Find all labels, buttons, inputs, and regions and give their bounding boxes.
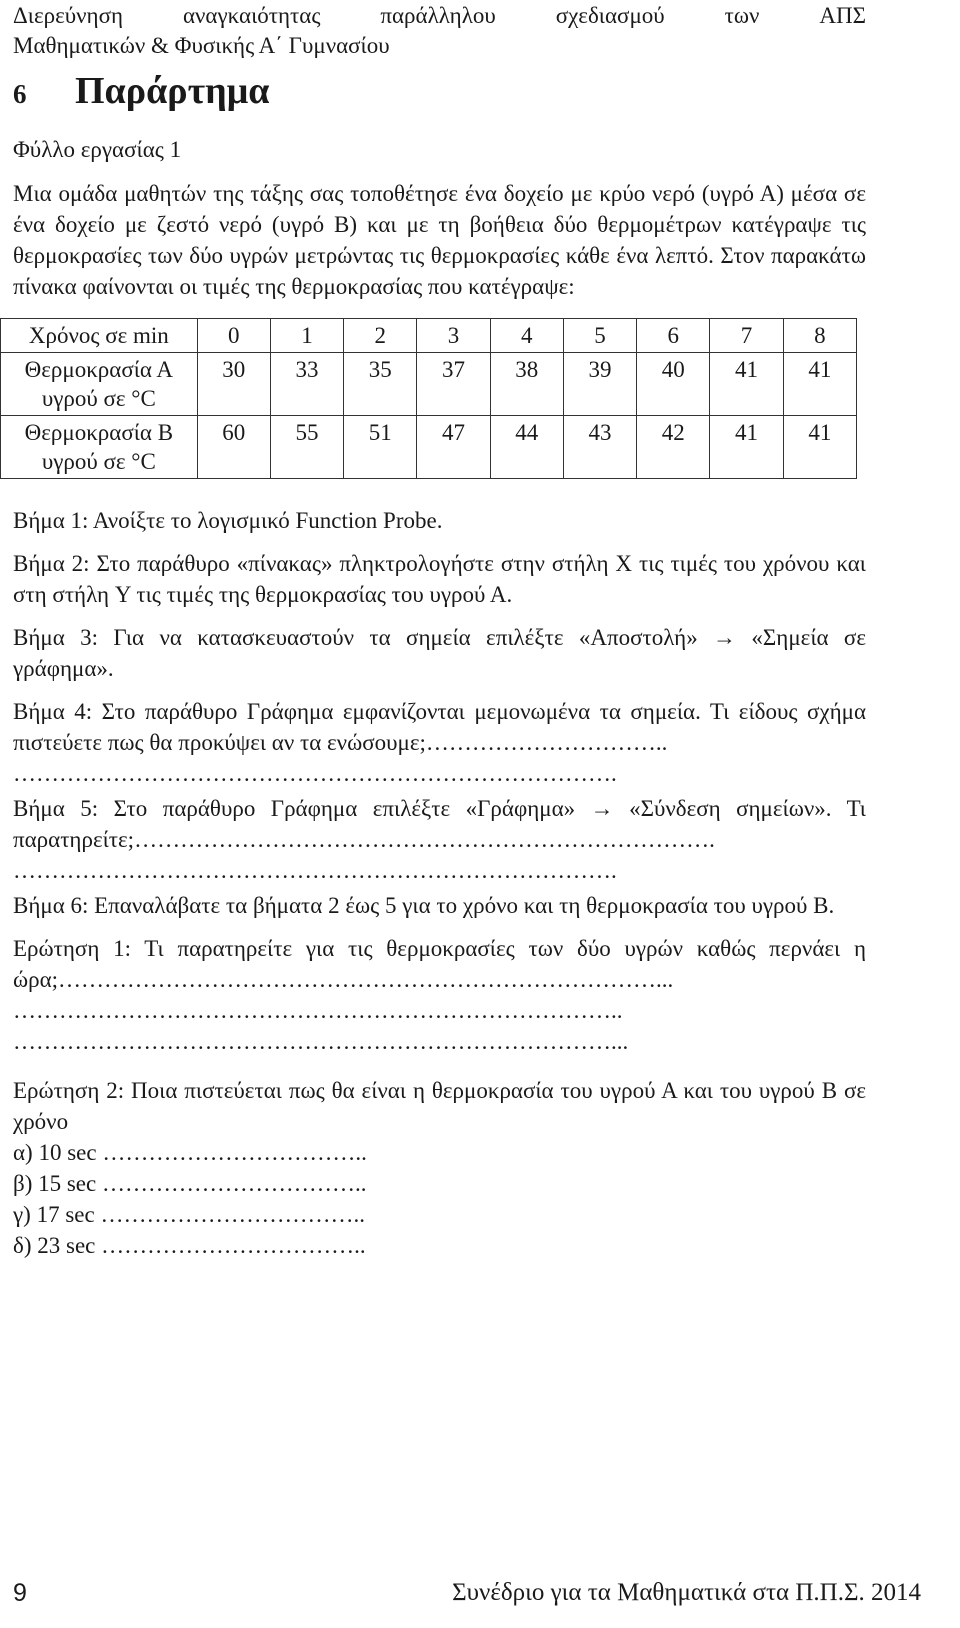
step-3: Βήμα 3: Για να κατασκευαστούν τα σημεία επιλέξτε «Αποστολή» → «Σημεία σε γράφημα».	[13, 625, 866, 681]
table-cell: 35	[344, 353, 417, 416]
header-word: σχεδιασμού	[555, 3, 665, 28]
section-number: 6	[13, 79, 27, 109]
table-cell: 41	[783, 353, 856, 416]
worksheet-title: Φύλλο εργασίας 1	[13, 137, 182, 162]
table-cell: 41	[710, 353, 783, 416]
row-label: Θερμοκρασία Α υγρού σε °C	[1, 353, 198, 416]
row-label: Χρόνος σε min	[1, 319, 198, 353]
table-row	[1, 353, 857, 416]
intro-paragraph: Μια ομάδα μαθητών της τάξης σας τοποθέτησε ένα δοχείο με κρύο νερό (υγρό Α) μέσα σε ένα δοχείο με ζεστό νερό (υγρό Β) και με τη βοήθεια δύο θερμομέτρων κατέγραψε τις θερμοκρασίες των δύο υγρών μετρώντας τις θερμοκρασίες κάθε ένα λεπτό. Στον παρακάτω πίνακα φαίνονται οι τιμές της θερμοκρασίας που κατέγραψε:	[13, 181, 866, 299]
header-word: Διερεύνηση	[13, 3, 124, 28]
header-word: αναγκαιότητας	[182, 3, 321, 28]
table-cell: 33	[270, 353, 343, 416]
running-header	[13, 0, 866, 61]
table-cell: 40	[637, 353, 710, 416]
row-label: Θερμοκρασία Β υγρού σε °C	[1, 416, 198, 479]
table-cell: 55	[270, 416, 343, 479]
table-cell: 47	[417, 416, 490, 479]
table-row	[1, 416, 857, 479]
section-title: Παράρτημα	[75, 70, 270, 112]
question-2: Ερώτηση 2: Ποια πιστεύεται πως θα είναι η θερμοκρασία του υγρού Α και του υγρού Β σε χρόνο	[13, 1078, 866, 1134]
step-2: Βήμα 2: Στο παράθυρο «πίνακας» πληκτρολογήστε στην στήλη X τις τιμές του χρόνου και στη στήλη Y τις τιμές της θερμοκρασίας του υγρού Α.	[13, 551, 866, 607]
table-cell: 1	[270, 319, 343, 353]
header-word: των	[724, 3, 760, 28]
table-cell: 39	[563, 353, 636, 416]
question-2-item: α) 10 sec ……………………………..	[13, 1140, 367, 1165]
header-word: παράλληλου	[380, 3, 496, 28]
step-4: Βήμα 4: Στο παράθυρο Γράφημα εμφανίζονται μεμονωμένα τα σημεία. Τι είδους σχήμα πιστεύετε πως θα προκύψει αν τα ενώσουμε;…………………………..	[13, 699, 866, 755]
question-2-item: β) 15 sec ……………………………..	[13, 1171, 367, 1196]
question-2-item: γ) 17 sec ……………………………..	[13, 1202, 365, 1227]
table-cell: 0	[197, 319, 270, 353]
section-heading	[13, 69, 866, 119]
header-word: ΑΠΣ	[819, 3, 866, 28]
table-cell: 43	[563, 416, 636, 479]
table-cell: 38	[490, 353, 563, 416]
table-cell: 41	[783, 416, 856, 479]
question-2-item: δ) 23 sec ……………………………..	[13, 1233, 366, 1258]
table-cell: 7	[710, 319, 783, 353]
table-cell: 42	[637, 416, 710, 479]
answer-line: ……………………………………………………………………..	[13, 998, 623, 1023]
table-cell: 2	[344, 319, 417, 353]
table-cell: 4	[490, 319, 563, 353]
answer-line: …………………………………………………………………….	[13, 858, 617, 883]
table-cell: 37	[417, 353, 490, 416]
table-cell: 6	[637, 319, 710, 353]
table-cell: 41	[710, 416, 783, 479]
page-number: 9	[13, 1579, 27, 1607]
table-cell: 44	[490, 416, 563, 479]
step-5: Βήμα 5: Στο παράθυρο Γράφημα επιλέξτε «Γράφημα» → «Σύνδεση σημείων». Τι παρατηρείτε;………………………………………………………………….	[13, 796, 866, 852]
table-cell: 60	[197, 416, 270, 479]
answer-line: ……………………………………………………………………...	[13, 1029, 629, 1054]
table-cell: 8	[783, 319, 856, 353]
table-cell: 51	[344, 416, 417, 479]
conference-name: Συνέδριο για τα Μαθηματικά στα Π.Π.Σ. 2014	[452, 1579, 921, 1606]
step-6: Βήμα 6: Επαναλάβατε τα βήματα 2 έως 5 για το χρόνο και τη θερμοκρασία του υγρού Β.	[13, 893, 835, 918]
question-1: Ερώτηση 1: Τι παρατηρείτε για τις θερμοκρασίες των δύο υγρών καθώς περνάει η ώρα;……………………………………………………………………...	[13, 936, 866, 992]
table-cell: 5	[563, 319, 636, 353]
step-1: Βήμα 1: Ανοίξτε το λογισμικό Function Probe.	[13, 508, 443, 533]
document-page	[13, 0, 866, 1261]
table-row	[1, 319, 857, 353]
header-line-1	[13, 0, 866, 31]
table-cell: 30	[197, 353, 270, 416]
header-line-2: Μαθηματικών & Φυσικής Α΄ Γυμνασίου	[13, 33, 390, 58]
table-cell: 3	[417, 319, 490, 353]
page-footer	[13, 1579, 921, 1608]
temperature-table	[0, 318, 857, 479]
answer-line: …………………………………………………………………….	[13, 761, 617, 786]
